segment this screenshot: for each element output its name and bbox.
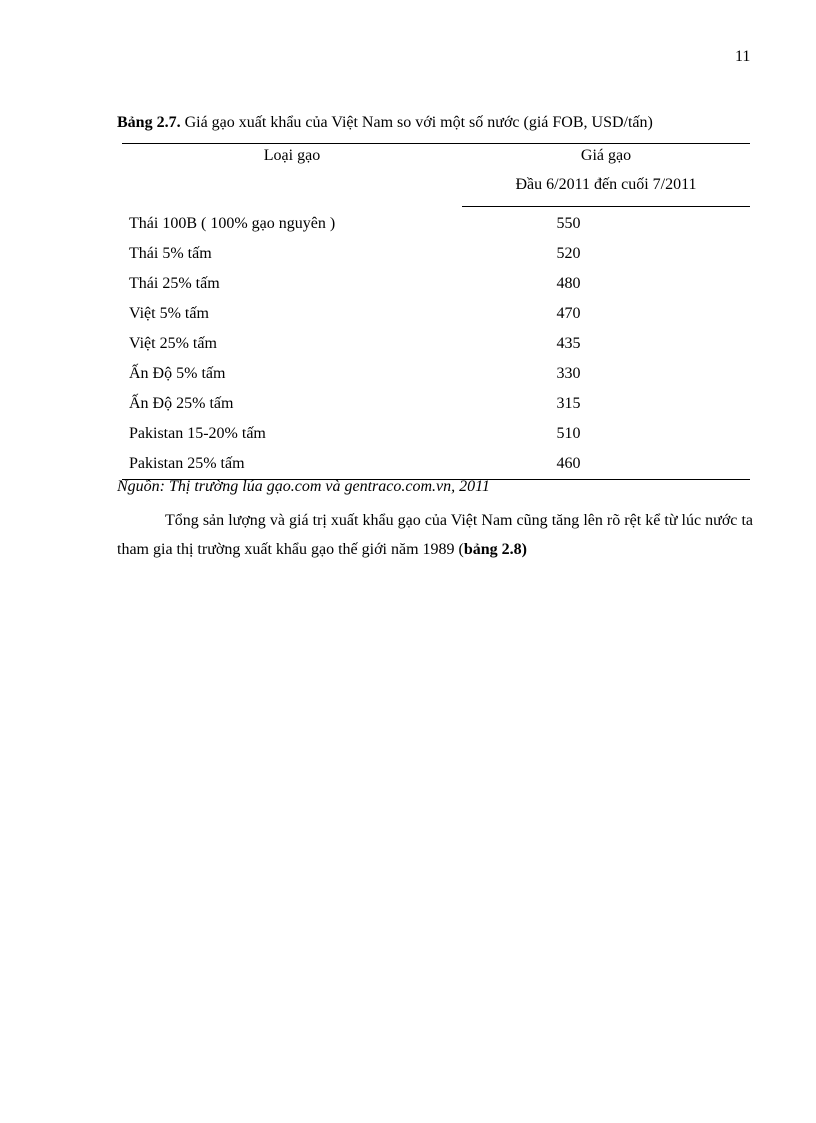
price-cell: 315 <box>556 395 581 412</box>
rice-type-cell: Thái 25% tấm <box>129 275 220 292</box>
table-row <box>122 329 750 359</box>
table-row <box>122 207 750 240</box>
source-note: Nguồn: Thị trường lúa gạo.com và gentraco.com.vn, 2011 <box>117 478 490 495</box>
rice-type-cell: Ấn Độ 5% tấm <box>129 365 226 382</box>
price-cell: 480 <box>556 275 581 292</box>
price-cell: 330 <box>556 365 581 382</box>
table-caption-label: Bảng 2.7. <box>117 114 181 131</box>
table-caption <box>117 114 653 132</box>
body-paragraph <box>117 506 753 564</box>
header-rice-type: Loại gạo <box>122 144 462 207</box>
table-row <box>122 419 750 449</box>
price-cell: 460 <box>462 449 750 480</box>
rice-type-cell: Ấn Độ 25% tấm <box>129 395 234 412</box>
table-row <box>122 299 750 329</box>
rice-type-cell: Pakistan 15-20% tấm <box>129 425 266 442</box>
paragraph-text: Tổng sản lượng và giá trị xuất khẩu gạo của Việt Nam cũng tăng lên rõ rệt kể từ lúc nước ta tham gia thị trường xuất khẩu gạo thế giới năm 1989 ( <box>117 512 753 558</box>
table-caption-text: Giá gạo xuất khẩu của Việt Nam so với một số nước (giá FOB, USD/tấn) <box>180 114 653 131</box>
table-body <box>122 207 750 480</box>
table-reference: bảng 2.8) <box>463 541 527 558</box>
rice-type-cell: Pakistan 25% tấm <box>122 449 462 480</box>
table-row <box>122 269 750 299</box>
rice-type-cell: Thái 100B ( 100% gạo nguyên ) <box>129 214 336 232</box>
rice-type-cell: Thái 5% tấm <box>129 245 212 262</box>
table-row <box>122 239 750 269</box>
table-row <box>122 359 750 389</box>
rice-type-cell: Việt 25% tấm <box>129 335 217 352</box>
table-row <box>122 389 750 419</box>
page-number: 11 <box>735 48 751 65</box>
price-cell: 470 <box>556 305 581 322</box>
price-cell: 550 <box>556 215 581 232</box>
rice-price-table <box>122 143 750 480</box>
header-period: Đầu 6/2011 đến cuối 7/2011 <box>462 173 750 207</box>
table-row <box>122 449 750 480</box>
rice-type-cell: Việt 5% tấm <box>129 305 209 322</box>
price-cell: 435 <box>556 335 581 352</box>
header-price: Giá gạo <box>462 144 750 174</box>
price-cell: 510 <box>556 425 581 442</box>
price-cell: 520 <box>556 245 581 262</box>
